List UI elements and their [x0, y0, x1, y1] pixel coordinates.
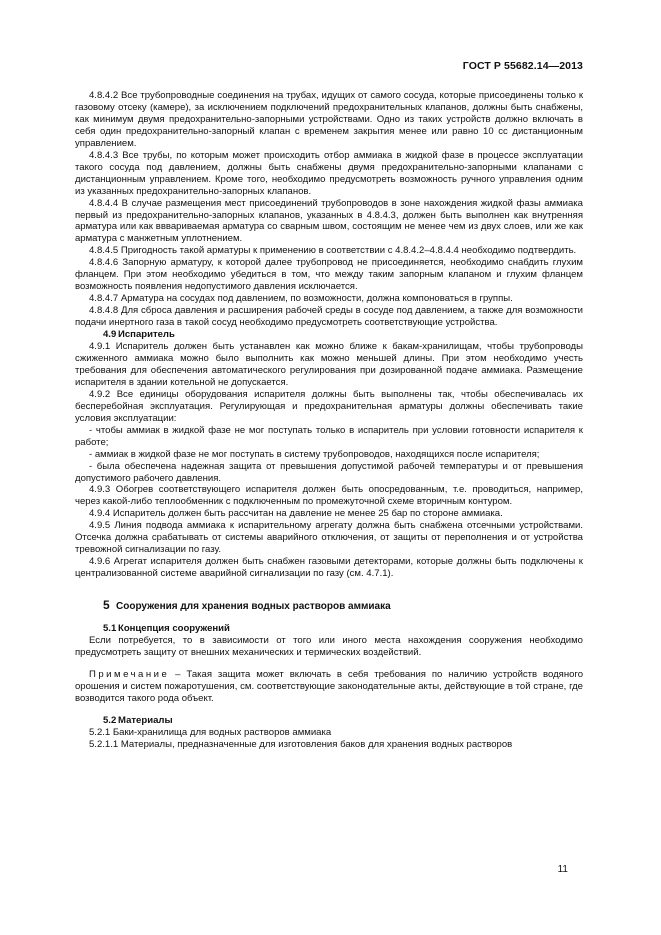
- section-title: Материалы: [118, 714, 173, 726]
- section-number: 4.9: [103, 329, 117, 341]
- paragraph: 4.8.4.8 Для сброса давления и расширения рабочей среды в сосуде под давлением, а также для возможности подачи инертного газа в такой сосуд необходимо предусмотреть соответствующие устройства.: [75, 305, 583, 329]
- list-item: - чтобы аммиак в жидкой фазе не мог поступать только в испаритель при условии готовности испарителя к работе;: [75, 424, 583, 448]
- note: [75, 669, 583, 705]
- page-number: 11: [557, 864, 568, 875]
- section-number: 5.2: [103, 714, 117, 726]
- list-item: - была обеспечена надежная защита от превышения допустимой рабочей температуры и от превышения допустимого рабочего давления.: [75, 460, 583, 484]
- paragraph: 4.9.4 Испаритель должен быть рассчитан на давление не менее 25 бар по стороне аммиака.: [89, 508, 503, 520]
- document-header: ГОСТ Р 55682.14—2013: [462, 60, 583, 72]
- section-title: Концепция сооружений: [118, 623, 230, 635]
- paragraph: 4.8.4.4 В случае размещения мест присоединений трубопроводов в зоне нахождения жидкой фазы аммиака первый из предохранительно-запорных клапанов, указанных в 4.8.4.3, должен быть выполнен как внутренняя арматура или как вввариваемая арматура со сварным швом, состоящим не менее чем из двух слоев, или же как арматура с манжетным уплотнением.: [75, 197, 583, 245]
- section-heading-5-1: [75, 623, 583, 635]
- note-text: – Такая защита может включать в себя требования по наличию устройств водяного орошения и систем пожаротушения, см. соответствующие законодательные акты, действующие в той стране, где возводится такого рода объект.: [75, 668, 583, 704]
- section-heading-4-9: [75, 329, 583, 341]
- paragraph: 4.8.4.3 Все трубы, по которым может происходить отбор аммиака в жидкой фазе в процессе эксплуатации такого сосуда под давлением, должны быть снабжены двумя предохранительно-запорными клапанами с дистанционным управлением. Кроме того, необходимо предусмотреть возможность ручного управления одним из указанных предохранительно-запорных клапанов.: [75, 149, 583, 197]
- paragraph: 4.8.4.2 Все трубопроводные соединения на трубах, идущих от самого сосуда, которые присоединены только к газовому отсеку (камере), за исключением подключений предохранительных клапанов, должны быть снабжены, как минимум двумя предохранительно-запорными устройствами. Одно из таких устройств должно включать в себя один предохранительно-запорный клапан с временем закрытия менее или равно 10 сс дистанционным управлением.: [75, 90, 583, 149]
- paragraph: Если потребуется, то в зависимости от того или иного места нахождения сооружения необходимо предусмотреть защиту от внешних механических и термических воздействий.: [75, 634, 583, 658]
- spacer: [75, 659, 583, 669]
- paragraph: 4.8.4.5 Пригодность такой арматуры к применению в соответствии с 4.8.4.2–4.8.4.4 необходимо подтвердить.: [89, 245, 577, 257]
- spacer: [75, 705, 583, 715]
- section-heading-5: [75, 600, 583, 613]
- paragraph: 4.9.2 Все единицы оборудования испарителя должны быть выполнены так, чтобы обеспечивалась их бесперебойная эксплуатация. Регулирующая и предохранительная арматуры должны обеспечивать такие условия эксплуатации:: [75, 388, 583, 424]
- paragraph: 4.9.1 Испаритель должен быть устанавлен как можно ближе к бакам-хранилищам, чтобы трубопроводы сжиженного аммиака можно было выполнить как можно меньшей длины. При этом необходимо учесть требования для обеспечения автоматического регулирования при дозированной подаче аммиака. Размещение испарителя в здании котельной не допускается.: [75, 341, 583, 388]
- paragraph: 5.2.1 Баки-хранилища для водных растворов аммиака: [89, 726, 332, 738]
- section-number: 5: [103, 598, 110, 613]
- paragraph: 4.8.4.6 Запорную арматуру, к которой далее трубопровод не присоединяется, необходимо снабдить глухим фланцем. При этом необходимо убедиться в том, что между таким запорным клапаном и глухим фланцем возможность появления недопустимого давления исключается.: [75, 257, 583, 293]
- paragraph: 4.9.3 Обогрев соответствующего испарителя должен быть опосредованным, т.е. проводиться, например, через какой-либо теплообменник с подключенным по промежуточной схеме вторичным контуром.: [75, 484, 583, 508]
- paragraph: 4.9.5 Линия подвода аммиака к испарительному агрегату должна быть снабжена отсечными устройствами. Отсечка должна срабатывать от системы аварийного отключения, от защиты от переполнения и от устройства тревожной сигнализации по газу.: [75, 520, 583, 556]
- section-heading-5-2: [75, 715, 583, 727]
- list-item: - аммиак в жидкой фазе не мог поступать в систему трубопроводов, находящихся после испарителя;: [89, 448, 540, 460]
- section-title: Испаритель: [118, 329, 175, 341]
- paragraph: 4.9.6 Агрегат испарителя должен быть снабжен газовыми детекторами, которые должны быть подключены к централизованной системе аварийной сигнализации по газу (см. 4.7.1).: [75, 556, 583, 580]
- note-label: Примечание: [89, 668, 170, 680]
- document-body: [75, 90, 583, 751]
- paragraph: 4.8.4.7 Арматура на сосудах под давлением, по возможности, должна компоноваться в группы.: [89, 293, 513, 305]
- spacer: [75, 580, 583, 590]
- section-title: Сооружения для хранения водных растворов аммиака: [116, 601, 391, 613]
- paragraph: 5.2.1.1 Материалы, предназначенные для изготовления баков для хранения водных растворов: [89, 738, 513, 750]
- section-number: 5.1: [103, 623, 117, 635]
